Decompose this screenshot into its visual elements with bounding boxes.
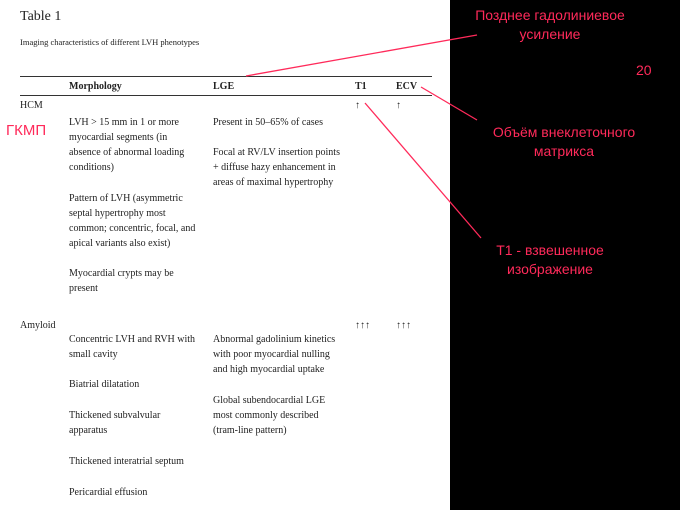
amyloid-lge-line: Global subendocardial LGE	[213, 395, 326, 406]
amyloid-morphology-line: Thickened subvalvular	[69, 410, 161, 421]
hcm-morphology-line: present	[69, 283, 98, 294]
hcm-morphology-line: apical variants also exist)	[69, 238, 171, 249]
row-label-hcm: HCM	[20, 100, 43, 111]
amyloid-ecv-value: ↑↑↑	[396, 320, 411, 331]
hcm-lge-line: Focal at RV/LV insertion points	[213, 147, 340, 158]
amyloid-lge-line: with poor myocardial nulling	[213, 349, 330, 360]
hcm-annotation: ГКМП	[6, 122, 47, 139]
lge-annotation-line: усиление	[519, 26, 581, 42]
hcm-lge-line: + diffuse hazy enhancement in	[213, 162, 336, 173]
ecv-leader-line	[421, 87, 477, 120]
hcm-morphology-line: conditions)	[69, 162, 114, 173]
hcm-lge-line: areas of maximal hypertrophy	[213, 177, 334, 188]
amyloid-morphology-line: Biatrial dilatation	[69, 379, 140, 390]
amyloid-lge-line: (tram-line pattern)	[213, 425, 287, 436]
lge-annotation-line: Позднее гадолиниевое	[475, 7, 625, 23]
header-lge: LGE	[213, 81, 235, 92]
lge-annotation	[462, 6, 638, 44]
hcm-ecv-value: ↑	[396, 100, 401, 111]
t1-annotation-line: T1 - взвешенное	[496, 242, 604, 258]
hcm-morphology-line: septal hypertrophy most	[69, 208, 166, 219]
amyloid-t1-value: ↑↑↑	[355, 320, 370, 331]
amyloid-morphology-line: Pericardial effusion	[69, 487, 148, 498]
amyloid-morphology-line: small cavity	[69, 349, 118, 360]
amyloid-lge-line: most commonly described	[213, 410, 319, 421]
ecv-annotation-line: Объём внеклеточного	[492, 124, 636, 140]
amyloid-morphology-line: Thickened interatrial septum	[69, 456, 184, 467]
page-number: 20	[636, 62, 652, 78]
hcm-lge-line: Present in 50–65% of cases	[213, 117, 323, 128]
header-morphology: Morphology	[69, 81, 122, 92]
hcm-morphology-line: LVH > 15 mm in 1 or more	[69, 117, 179, 128]
hcm-morphology-line: Myocardial crypts may be	[69, 268, 174, 279]
hcm-morphology-line: common; concentric, focal, and	[69, 223, 196, 234]
ecv-annotation	[474, 123, 654, 161]
hcm-t1-value: ↑	[355, 100, 360, 111]
t1-annotation	[470, 241, 630, 279]
header-t1: T1	[355, 81, 367, 92]
header-ecv: ECV	[396, 81, 418, 92]
lge-leader-line	[246, 35, 477, 76]
hcm-morphology-line: myocardial segments (in	[69, 132, 168, 143]
table-title: Table 1	[20, 9, 62, 24]
amyloid-lge-line: and high myocardial uptake	[213, 364, 325, 375]
hcm-morphology-line: Pattern of LVH (asymmetric	[69, 193, 183, 204]
amyloid-lge-line: Abnormal gadolinium kinetics	[213, 334, 336, 345]
ecv-annotation-line: матрикса	[533, 143, 595, 159]
amyloid-morphology-line: apparatus	[69, 425, 108, 436]
row-label-amyloid: Amyloid	[20, 320, 56, 331]
table-caption: Imaging characteristics of different LVH phenotypes	[20, 37, 200, 47]
hcm-morphology-line: absence of abnormal loading	[69, 147, 185, 158]
t1-annotation-line: изображение	[507, 261, 593, 277]
amyloid-morphology-line: Concentric LVH and RVH with	[69, 334, 196, 345]
t1-leader-line	[365, 103, 481, 238]
